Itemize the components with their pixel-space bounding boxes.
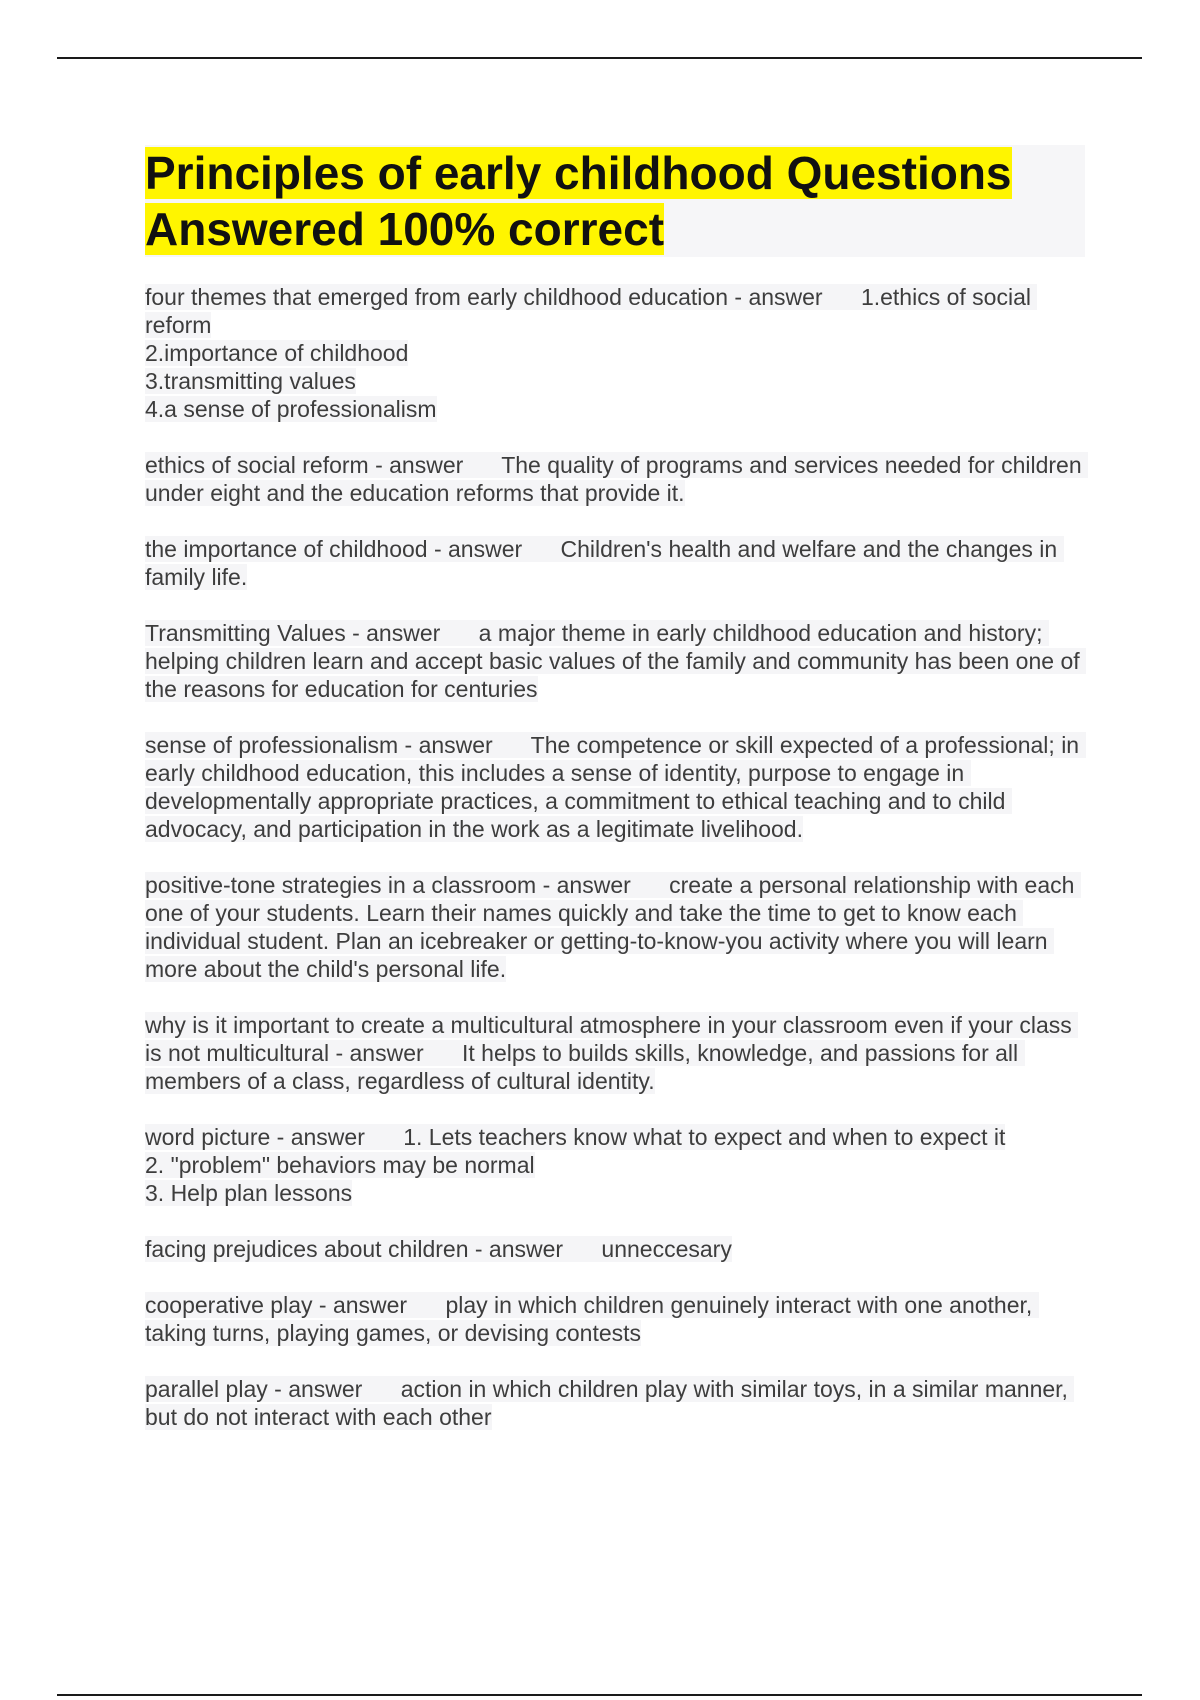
qa-definition: It helps to builds skills, knowledge, and passions for all members of a class, regardless of cultural identity.	[145, 1040, 1025, 1094]
qa-separator: - answer	[728, 284, 861, 310]
qa-definition: 1.ethics of social reform 2.importance of childhood 3.transmitting values 4.a sense of professionalism	[145, 284, 1037, 422]
qa-separator: - answer	[427, 536, 561, 562]
footer-rule	[57, 1694, 1142, 1696]
qa-item	[145, 619, 1085, 703]
qa-definition: play in which children genuinely interact with one another, taking turns, playing games, or devising contests	[145, 1292, 1039, 1346]
qa-definition: Children's health and welfare and the changes in family life.	[145, 536, 1064, 590]
qa-item	[145, 451, 1089, 507]
qa-item	[145, 1235, 1085, 1263]
qa-item	[145, 535, 1085, 591]
qa-item	[145, 871, 1085, 983]
header-rule	[57, 57, 1142, 59]
qa-item	[145, 1123, 1085, 1207]
qa-item	[145, 1011, 1085, 1095]
qa-term: four themes that emerged from early childhood education	[145, 284, 728, 310]
qa-term: ethics of social reform	[145, 452, 369, 478]
qa-separator: - answer	[368, 452, 502, 478]
qa-definition: create a personal relationship with each one of your students. Learn their names quickly and take the time to get to know each individual student. Plan an icebreaker or getting-to-know-you activity where you will learn more about the child's personal life.	[145, 872, 1081, 982]
qa-separator: - answer	[329, 1040, 463, 1066]
qa-term: facing prejudices about children	[145, 1236, 469, 1262]
qa-definition: The quality of programs and services needed for children under eight and the education reforms that provide it.	[145, 452, 1089, 506]
qa-list	[145, 283, 1089, 1459]
qa-term: cooperative play	[145, 1292, 313, 1318]
qa-term: sense of professionalism	[145, 732, 399, 758]
qa-term: Transmitting Values	[145, 620, 346, 646]
qa-term: the importance of childhood	[145, 536, 428, 562]
qa-separator: - answer	[536, 872, 670, 898]
qa-separator: - answer	[468, 1236, 602, 1262]
qa-separator: - answer	[398, 732, 531, 758]
qa-separator: - answer	[270, 1124, 404, 1150]
qa-definition: unneccesary	[601, 1236, 732, 1262]
qa-definition: 1. Lets teachers know what to expect and when to expect it 2. "problem" behaviors may be normal 3. Help plan lessons	[145, 1124, 1006, 1206]
document-title-text: Principles of early childhood Questions Answered 100% correct	[145, 147, 1012, 255]
qa-definition: action in which children play with similar toys, in a similar manner, but do not interact with each other	[145, 1376, 1075, 1430]
qa-term: parallel play	[145, 1376, 268, 1402]
qa-item	[145, 1375, 1085, 1431]
qa-item	[145, 1291, 1085, 1347]
qa-definition: The competence or skill expected of a professional; in early childhood education, this includes a sense of identity, purpose to engage in developmentally appropriate practices, a commitment to ethical teaching and to child advocacy, and participation in the work as a legitimate livelihood.	[145, 732, 1086, 842]
qa-term: positive-tone strategies in a classroom	[145, 872, 537, 898]
qa-item	[145, 283, 1085, 423]
document-title	[145, 145, 1085, 257]
qa-separator: - answer	[345, 620, 479, 646]
qa-item	[145, 731, 1085, 843]
qa-term: why is it important to create a multicultural atmosphere in your classroom even if your class is not multicultural	[145, 1012, 1079, 1066]
qa-separator: - answer	[267, 1376, 401, 1402]
qa-term: word picture	[145, 1124, 271, 1150]
qa-separator: - answer	[312, 1292, 446, 1318]
qa-definition: a major theme in early childhood education and history; helping children learn and accept basic values of the family and community has been one of the reasons for education for centuries	[145, 620, 1087, 702]
